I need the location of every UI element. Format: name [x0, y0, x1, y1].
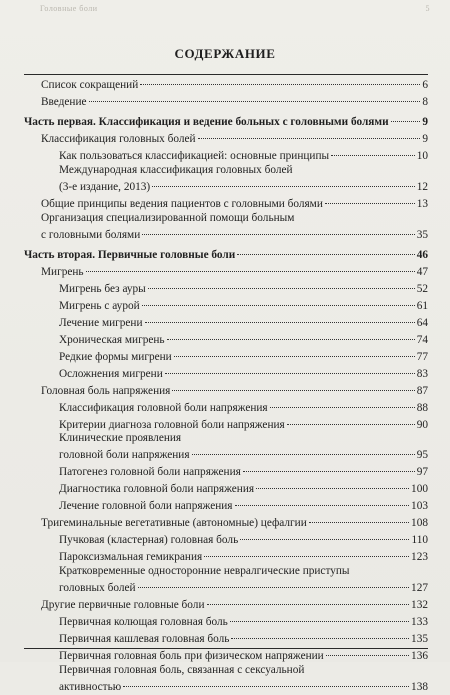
toc-page-number: 77 — [416, 350, 428, 363]
toc-entry — [24, 565, 428, 596]
toc-entry-title-line: Кратковременные односторонние невралгические приступы — [59, 565, 350, 578]
toc-page-number: 95 — [416, 449, 428, 462]
toc-entry — [24, 147, 428, 164]
toc-entry-title: Первичная головная боль при физическом напряжении — [59, 650, 324, 663]
toc-entry-title: Мигрень без ауры — [59, 282, 146, 295]
running-head — [40, 4, 430, 14]
dot-leader — [145, 310, 415, 322]
toc-entry — [24, 432, 428, 463]
toc-page-number: 13 — [416, 198, 428, 210]
dot-leader — [89, 90, 421, 102]
toc-entry-title: Часть первая. Классификация и ведение больных с головными болями — [24, 116, 389, 129]
toc-page-number: 127 — [411, 582, 428, 595]
toc-entry-title: Список сокращений — [41, 79, 139, 92]
dot-leader — [123, 675, 409, 687]
dot-leader — [240, 528, 409, 540]
toc-entry — [24, 212, 428, 243]
dot-leader — [256, 477, 409, 489]
toc-entry-title: Лечение головной боли напряжения — [59, 500, 233, 513]
toc-entry-title: Мигрень — [41, 265, 84, 278]
dot-leader — [230, 610, 409, 622]
toc-page-number: 138 — [411, 680, 428, 693]
dot-leader — [287, 412, 415, 424]
toc-page-number: 47 — [416, 265, 428, 278]
toc-entry-title: Диагностика головной боли напряжения — [59, 483, 255, 496]
toc-page-number: 10 — [416, 150, 428, 163]
toc-page-number: 135 — [411, 633, 428, 646]
dot-leader — [138, 576, 410, 588]
toc-entry-title-line: Международная классификация головных болей — [59, 164, 293, 176]
toc-entry — [24, 164, 428, 195]
toc-entry-title: Первичная кашлевая головная боль — [59, 633, 230, 646]
toc-page-number: 88 — [416, 401, 428, 414]
toc-entry-title: головных болей — [59, 582, 136, 595]
dot-leader — [243, 460, 415, 472]
dot-leader — [331, 144, 415, 156]
toc-page-number: 52 — [416, 282, 428, 295]
toc-entry-title: Общие принципы ведения пациентов с головными болями — [41, 198, 323, 210]
toc-entry — [24, 548, 428, 565]
toc-entry-title: Патогенез головной боли напряжения — [59, 466, 241, 479]
toc-entry-title: Тригеминальные вегетативные (автономные) цефалгии — [41, 517, 307, 530]
dot-leader — [198, 127, 421, 139]
toc-entry-title: с головными болями — [41, 228, 141, 241]
dot-leader — [165, 361, 415, 373]
toc-entry — [24, 647, 428, 664]
toc-page-number: 87 — [416, 384, 428, 397]
dot-leader — [231, 627, 409, 639]
toc-entry-title: Введение — [41, 96, 87, 109]
dot-leader — [207, 593, 410, 605]
dot-leader — [167, 327, 415, 339]
dot-leader — [192, 443, 415, 455]
toc-page-number: 133 — [411, 616, 428, 629]
toc-entry-title: Лечение мигрени — [59, 316, 143, 329]
dot-leader — [86, 259, 415, 271]
dot-leader — [326, 644, 409, 656]
toc-page-number: 97 — [416, 466, 428, 479]
toc-entry-title: (3-е издание, 2013) — [59, 181, 151, 193]
toc-entry-title: Осложнения мигрени — [59, 367, 163, 380]
toc-entry-title: Классификация головных болей — [41, 133, 196, 146]
dot-leader — [172, 378, 414, 390]
toc-page-number: 100 — [411, 483, 428, 496]
toc-page-number: 9 — [422, 116, 428, 129]
toc-entry — [24, 195, 428, 212]
toc-entry-title: Как пользоваться классификацией: основные принципы — [59, 150, 330, 163]
dot-leader — [152, 175, 415, 187]
toc-page-number: 46 — [416, 248, 428, 261]
toc-entry-title: Критерии диагноза головной боли напряжения — [59, 418, 285, 431]
toc-entry-title-line: Организация специализированной помощи больным — [41, 211, 295, 224]
toc-page-number: 132 — [411, 599, 428, 612]
toc-page-number: 9 — [422, 133, 428, 146]
toc-entry — [24, 93, 428, 110]
dot-leader — [174, 344, 415, 356]
toc-entry-title-line: Первичная головная боль, связанная с сексуальной — [59, 663, 305, 676]
toc-entry-title: Другие первичные головные боли — [41, 599, 205, 612]
dot-leader — [142, 222, 414, 234]
toc-entry-title: Первичная колющая головная боль — [59, 616, 228, 629]
toc-entry-title: Мигрень с аурой — [59, 299, 140, 312]
toc-entry — [24, 415, 428, 432]
dot-leader — [270, 395, 415, 407]
toc-entry-title: Пароксизмальная гемикрания — [59, 551, 203, 564]
toc-page-number: 6 — [422, 79, 428, 92]
toc-page-number: 74 — [416, 333, 428, 346]
dot-leader — [325, 192, 415, 204]
toc-page-number: 103 — [411, 500, 428, 513]
toc-entry-title: Классификация головной боли напряжения — [59, 401, 268, 414]
toc-page-number: 110 — [411, 534, 428, 547]
toc-entry-title: головной боли напряжения — [59, 449, 190, 462]
running-head-page-number: 5 — [425, 4, 430, 13]
toc-entry-title: Часть вторая. Первичные головные боли — [24, 248, 236, 261]
toc-page-number: 90 — [416, 418, 428, 431]
toc-entry-title: Хроническая мигрень — [59, 333, 165, 346]
dot-leader — [237, 242, 414, 254]
table-of-contents — [24, 76, 428, 695]
page-title: СОДЕРЖАНИЕ — [174, 46, 276, 61]
toc-entry-title: активностью — [59, 680, 122, 693]
dot-leader — [309, 511, 409, 523]
toc-page-number: 35 — [416, 228, 428, 241]
toc-entry-title: Редкие формы мигрени — [59, 350, 172, 363]
dot-leader — [148, 276, 415, 288]
toc-page-number: 108 — [411, 517, 428, 530]
toc-entry-title: Головная боль напряжения — [41, 384, 171, 397]
running-head-title: Головные боли — [40, 4, 98, 13]
toc-entry — [24, 664, 428, 695]
dot-leader — [235, 494, 410, 506]
dot-leader — [140, 73, 420, 85]
toc-page-number: 136 — [411, 650, 428, 663]
toc-page-number: 8 — [422, 96, 428, 109]
toc-page-number: 61 — [416, 299, 428, 312]
dot-leader — [142, 293, 415, 305]
toc-page-number: 64 — [416, 316, 428, 329]
toc-page-number: 12 — [416, 181, 428, 193]
toc-page-number: 123 — [411, 551, 428, 564]
toc-entry-title-line: Клинические проявления — [59, 432, 182, 445]
dot-leader — [204, 545, 409, 557]
toc-page-number: 83 — [416, 367, 428, 380]
toc-entry-title: Пучковая (кластерная) головная боль — [59, 534, 239, 547]
dot-leader — [391, 110, 421, 122]
